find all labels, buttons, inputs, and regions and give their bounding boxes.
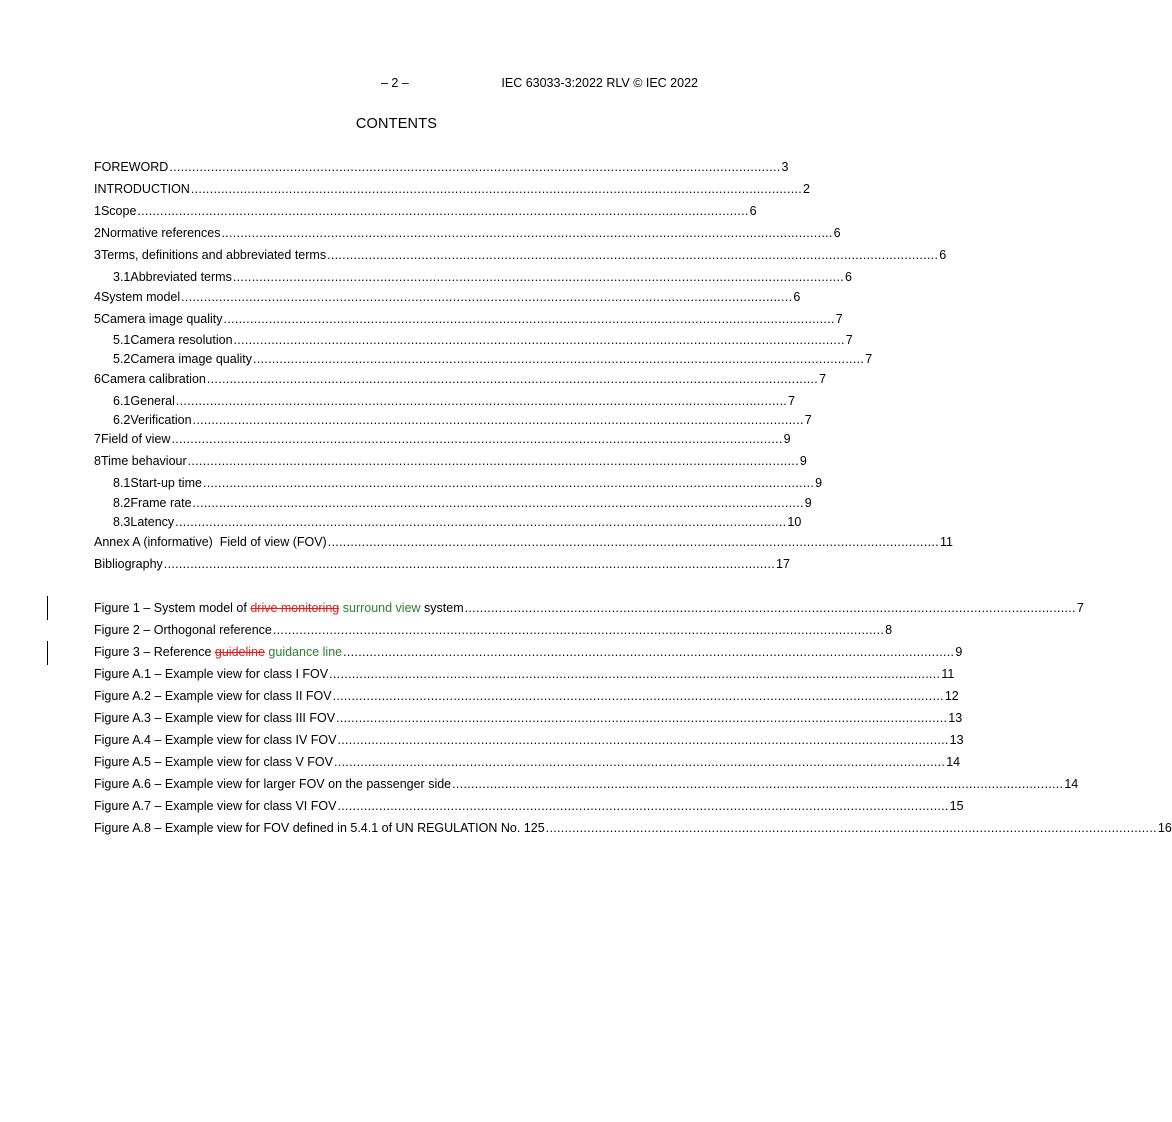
- toc-number: 1: [94, 204, 101, 218]
- toc-label: Annex A (informative) Field of view (FOV): [94, 535, 327, 549]
- toc-number: 2: [94, 226, 101, 240]
- figure-page: 8: [885, 623, 893, 637]
- deleted-text: drive monitoring: [250, 601, 340, 615]
- toc-page: 17: [776, 557, 790, 571]
- figure-entry-a3[interactable]: Figure A.3 – Example view for class III FOV .................................................................................................................................................................. 13: [94, 711, 963, 725]
- toc-entry-camera-resolution[interactable]: 5.1 Camera resolution .................................................................................................................................................................. 7: [113, 333, 853, 347]
- toc-page: 6: [833, 226, 841, 240]
- figure-entry-a6[interactable]: Figure A.6 – Example view for larger FOV on the passenger side .................................................................................................................................................................. 14: [94, 777, 1079, 791]
- figure-page: 9: [955, 645, 963, 659]
- toc-label: Bibliography: [94, 557, 163, 571]
- toc-page: 6: [793, 290, 801, 304]
- figure-entry-3[interactable]: Figure 3 – Reference guideline guidance line .................................................................................................................................................................. 9: [94, 645, 963, 659]
- figure-page: 15: [949, 799, 964, 813]
- toc-entry-system-model[interactable]: 4 System model .................................................................................................................................................................. 6: [94, 290, 801, 304]
- toc-label: General: [130, 394, 175, 408]
- toc-label: Scope: [100, 204, 137, 218]
- toc-number: 5: [94, 312, 101, 326]
- toc-entry-start-up-time[interactable]: 8.1 Start-up time .................................................................................................................................................................. 9: [113, 476, 823, 490]
- toc-page: 7: [835, 312, 843, 326]
- toc-number: 8: [94, 454, 101, 468]
- toc-entry-introduction[interactable]: INTRODUCTION .................................................................................................................................................................. 2: [94, 182, 810, 196]
- figure-entry-a1[interactable]: Figure A.1 – Example view for class I FOV .................................................................................................................................................................. 11: [94, 667, 955, 681]
- toc-number: 3.1: [113, 270, 131, 284]
- toc-label: INTRODUCTION: [94, 182, 190, 196]
- toc-label: Verification: [130, 413, 192, 427]
- toc-number: 8.2: [113, 496, 131, 510]
- toc-entry-normative-references[interactable]: 2 Normative references .................................................................................................................................................................. 6: [94, 226, 841, 240]
- figure-label: [94, 644, 342, 660]
- change-bar: [47, 641, 48, 665]
- figure-label: Figure A.7 – Example view for class VI FOV: [94, 799, 337, 813]
- figure-label: Figure A.2 – Example view for class II FOV: [94, 689, 332, 703]
- toc-number: 7: [94, 432, 101, 446]
- toc-page: 3: [781, 160, 789, 174]
- figure-entry-a7[interactable]: Figure A.7 – Example view for class VI FOV .................................................................................................................................................................. 15: [94, 799, 964, 813]
- toc-entry-field-of-view[interactable]: 7 Field of view .................................................................................................................................................................. 9: [94, 432, 791, 446]
- figure-label: Figure A.5 – Example view for class V FOV: [94, 755, 333, 769]
- toc-label: Abbreviated terms: [130, 270, 232, 284]
- inserted-text: guidance line: [264, 645, 343, 659]
- toc-entry-camera-image-quality-sub[interactable]: 5.2 Camera image quality .................................................................................................................................................................. 7: [113, 352, 873, 366]
- toc-label: Terms, definitions and abbreviated terms: [100, 248, 327, 262]
- toc-number: 5.2: [113, 352, 131, 366]
- figure-label: Figure 2 – Orthogonal reference: [94, 623, 272, 637]
- toc-page: 2: [803, 182, 810, 196]
- toc-number: 6.2: [113, 413, 131, 427]
- toc-entry-time-behaviour[interactable]: 8 Time behaviour .................................................................................................................................................................. 9: [94, 454, 807, 468]
- toc-entry-abbreviated-terms[interactable]: 3.1 Abbreviated terms .................................................................................................................................................................. 6: [113, 270, 852, 284]
- toc-entry-camera-image-quality[interactable]: 5 Camera image quality .................................................................................................................................................................. 7: [94, 312, 843, 326]
- page-number: – 2 –: [381, 76, 409, 90]
- toc-entry-verification[interactable]: 6.2 Verification .................................................................................................................................................................. 7: [113, 413, 812, 427]
- figure-label: Figure A.6 – Example view for larger FOV on the passenger side: [94, 777, 452, 791]
- toc-entry-camera-calibration[interactable]: 6 Camera calibration .................................................................................................................................................................. 7: [94, 372, 827, 386]
- toc-page: 7: [865, 352, 873, 366]
- figure-label: Figure A.4 – Example view for class IV FOV: [94, 733, 337, 747]
- figure-label: [94, 600, 464, 616]
- toc-page: 9: [815, 476, 823, 490]
- figure-entry-2[interactable]: Figure 2 – Orthogonal reference .................................................................................................................................................................. 8: [94, 623, 893, 637]
- toc-entry-foreword[interactable]: FOREWORD .................................................................................................................................................................. 3: [94, 160, 789, 174]
- toc-number: 6.1: [113, 394, 131, 408]
- figure-text: Figure 3 – Reference: [94, 645, 215, 659]
- toc-label: Camera resolution: [130, 333, 233, 347]
- toc-number: 8.1: [113, 476, 131, 490]
- toc-label: Frame rate: [130, 496, 192, 510]
- toc-label: Field of view: [100, 432, 171, 446]
- toc-page: 7: [788, 394, 796, 408]
- figure-page: 16: [1157, 821, 1172, 835]
- toc-number: 8.3: [113, 515, 131, 529]
- change-bar: [47, 596, 48, 620]
- figure-label: Figure A.1 – Example view for class I FOV: [94, 667, 329, 681]
- deleted-text: guideline: [214, 645, 265, 659]
- figure-text-end: system: [420, 601, 464, 615]
- toc-label: Camera image quality: [130, 352, 252, 366]
- toc-entry-terms[interactable]: 3 Terms, definitions and abbreviated terms .................................................................................................................................................................. 6: [94, 248, 947, 262]
- figure-entry-a8[interactable]: Figure A.8 – Example view for FOV defined in 5.4.1 of UN REGULATION No. 125 .................................................................................................................................................................. 16: [94, 821, 1172, 835]
- toc-number: 5.1: [113, 333, 131, 347]
- toc-page: 7: [845, 333, 853, 347]
- toc-number: 4: [94, 290, 101, 304]
- figure-page: 13: [948, 711, 963, 725]
- toc-page: 7: [804, 413, 812, 427]
- toc-page: 7: [819, 372, 827, 386]
- toc-page: 6: [939, 248, 947, 262]
- figure-page: 7: [1076, 601, 1084, 615]
- toc-label: FOREWORD: [94, 160, 169, 174]
- toc-entry-frame-rate[interactable]: 8.2 Frame rate .................................................................................................................................................................. 9: [113, 496, 812, 510]
- figure-entry-a2[interactable]: Figure A.2 – Example view for class II FOV .................................................................................................................................................................. 12: [94, 689, 959, 703]
- toc-page: 9: [783, 432, 791, 446]
- standard-reference: IEC 63033-3:2022 RLV © IEC 2022: [501, 76, 698, 90]
- figure-text: Figure 1 – System model of: [94, 601, 251, 615]
- toc-page: 9: [799, 454, 807, 468]
- toc-page: 11: [939, 535, 953, 549]
- figure-entry-a5[interactable]: Figure A.5 – Example view for class V FOV .................................................................................................................................................................. 14: [94, 755, 961, 769]
- figure-page: 11: [941, 667, 955, 681]
- page-title: CONTENTS: [355, 116, 438, 132]
- figure-label: Figure A.8 – Example view for FOV defined in 5.4.1 of UN REGULATION No. 125: [94, 821, 545, 835]
- toc-label: Camera calibration: [100, 372, 206, 386]
- toc-entry-annex-a[interactable]: Annex A (informative) Field of view (FOV) .................................................................................................................................................................. 11: [94, 535, 953, 549]
- inserted-text: surround view: [339, 601, 421, 615]
- toc-entry-latency[interactable]: 8.3 Latency .................................................................................................................................................................. 10: [113, 515, 802, 529]
- toc-label: System model: [100, 290, 181, 304]
- figure-page: 13: [949, 733, 964, 747]
- toc-page: 10: [787, 515, 802, 529]
- toc-page: 6: [749, 204, 757, 218]
- figure-entry-a4[interactable]: Figure A.4 – Example view for class IV FOV .................................................................................................................................................................. 13: [94, 733, 964, 747]
- toc-label: Normative references: [100, 226, 221, 240]
- toc-number: 6: [94, 372, 101, 386]
- toc-page: 9: [804, 496, 812, 510]
- toc-entry-general[interactable]: 6.1 General .................................................................................................................................................................. 7: [113, 394, 796, 408]
- figure-page: 12: [944, 689, 959, 703]
- toc-entry-scope[interactable]: 1 Scope .................................................................................................................................................................. 6: [94, 204, 757, 218]
- figure-entry-1[interactable]: Figure 1 – System model of drive monitoring surround view system .................................................................................................................................................................. 7: [94, 601, 1084, 615]
- figure-label: Figure A.3 – Example view for class III FOV: [94, 711, 336, 725]
- toc-label: Camera image quality: [100, 312, 223, 326]
- toc-label: Latency: [130, 515, 175, 529]
- figure-page: 14: [946, 755, 961, 769]
- toc-entry-bibliography[interactable]: Bibliography .................................................................................................................................................................. 17: [94, 557, 790, 571]
- toc-label: Time behaviour: [100, 454, 187, 468]
- toc-number: 3: [94, 248, 101, 262]
- toc-page: 6: [845, 270, 852, 284]
- toc-label: Start-up time: [130, 476, 202, 490]
- figure-page: 14: [1064, 777, 1079, 791]
